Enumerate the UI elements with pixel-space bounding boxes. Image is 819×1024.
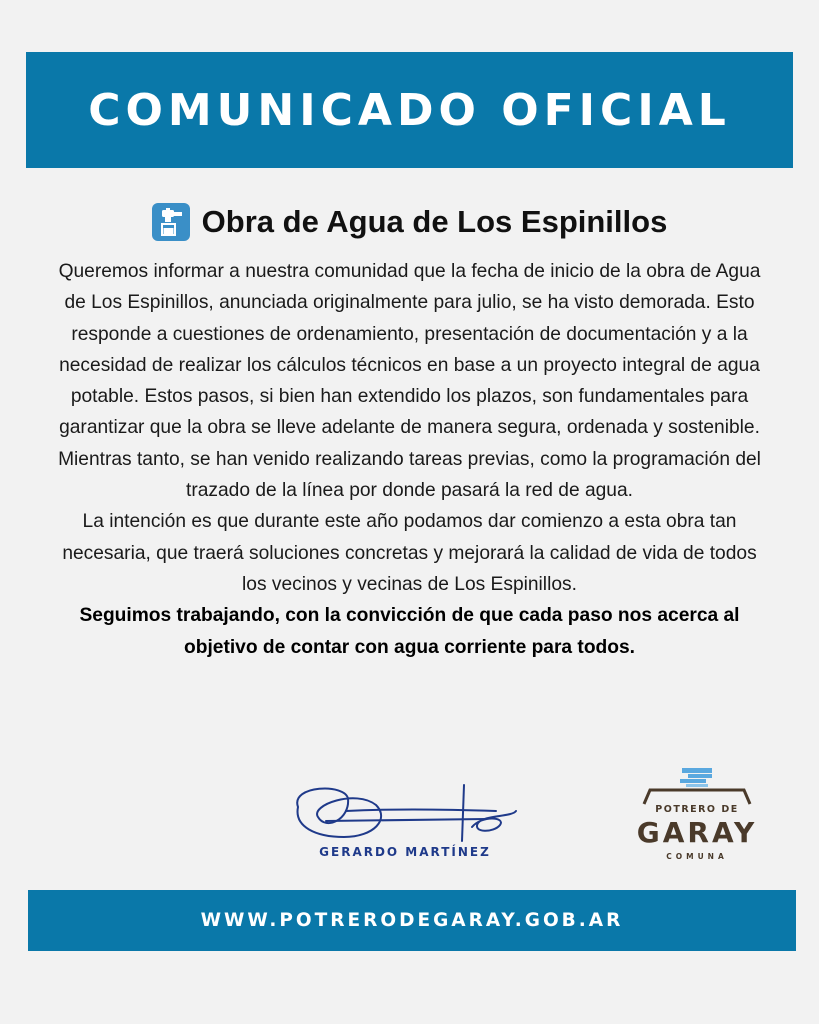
logo-bottom-text: COMUNA (666, 852, 728, 861)
website-url[interactable]: WWW.POTRERODEGARAY.GOB.AR (200, 910, 624, 931)
paragraph: Mientras tanto, se han venido realizando tareas previas, como la programación del trazado de la línea por donde pasará la red de agua. (58, 448, 761, 502)
section-heading (0, 203, 819, 241)
header-banner (26, 52, 793, 168)
potrero-de-garay-logo (636, 764, 758, 868)
paragraph: La intención es que durante este año podamos dar comienzo a esta obra tan necesaria, que traerá soluciones concretas y mejorará la calidad de vida de todos los vecinos y vecinas de Los Espinillos. (62, 511, 757, 595)
page-title: Obra de Agua de Los Espinillos (201, 204, 668, 239)
water-tap-icon (152, 203, 190, 241)
announcement-body (56, 256, 763, 663)
logo-main-text: GARAY (636, 816, 758, 849)
paragraph: Queremos informar a nuestra comunidad que la fecha de inicio de la obra de Agua de Los Espinillos, anunciada originalmente para julio, se ha visto demorada. Esto responde a cuestiones de ordenamiento, presentación de documentación y a la necesidad de realizar los cálculos técnicos en base a un proyecto integral de agua potable. Estos pasos, si bien han extendido los plazos, son fundamentales para garantizar que la obra se lleve adelante de manera segura, ordenada y sostenible. (58, 261, 761, 439)
signature-name: GERARDO MARTÍNEZ (319, 845, 491, 859)
footer-banner (28, 890, 796, 951)
header-title: COMUNICADO OFICIAL (88, 84, 731, 136)
logo-top-text: POTRERO DE (655, 804, 739, 815)
closing-statement: Seguimos trabajando, con la convicción de que cada paso nos acerca al objetivo de contar con agua corriente para todos. (79, 605, 740, 658)
